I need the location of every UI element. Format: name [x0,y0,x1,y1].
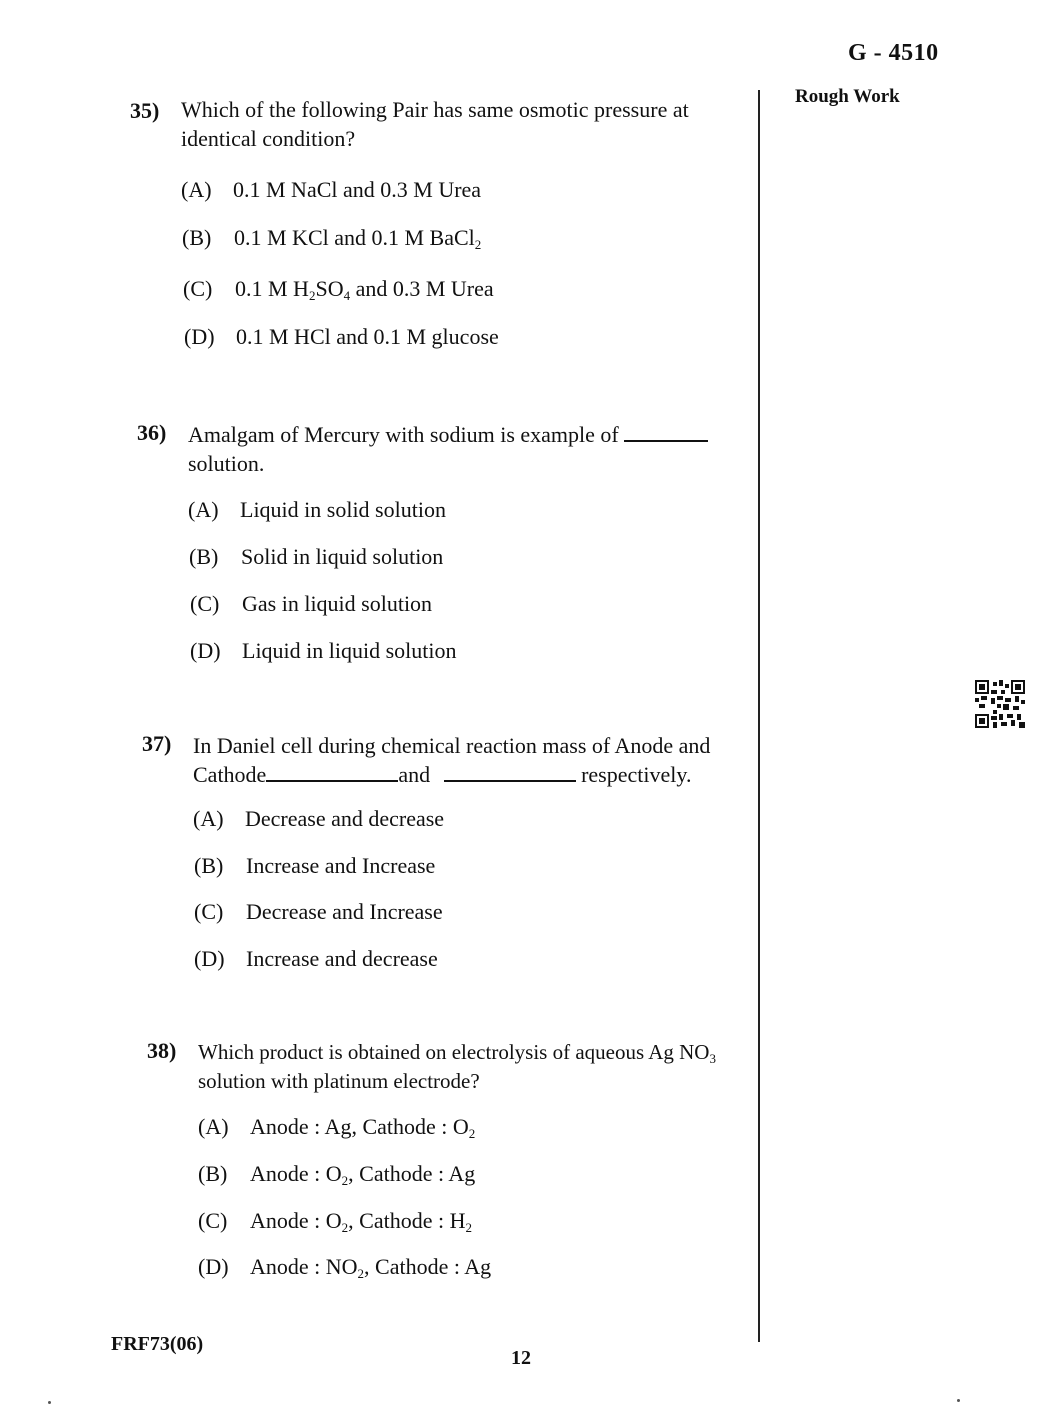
scan-speck [957,1399,960,1402]
option-text: SO [315,276,344,301]
option-a [181,177,481,203]
answer-blank [624,422,708,442]
question-text [198,1038,758,1096]
form-code: FRF73(06) [111,1333,204,1355]
subscript: 2 [468,1126,476,1141]
qr-code-icon [975,680,1025,728]
subscript: 2 [341,1220,349,1235]
question-text: Which of the following Pair has same osmotic pressure at identical condition? [181,97,689,151]
option-label: (C) [183,276,213,301]
option-text: Anode : Ag, Cathode : O [250,1114,469,1139]
option-a [188,497,446,523]
option-text: Anode : O [250,1208,342,1233]
question-number: 35) [130,98,160,123]
question-text-line: Amalgam of Mercury with sodium is example of [188,422,619,447]
option-d [194,946,438,972]
option-text: Increase and decrease [246,946,438,971]
option-text: Decrease and Increase [246,899,443,924]
question-number: 37) [142,731,172,756]
option-text: , Cathode : Ag [364,1254,492,1279]
option-label: (C) [194,899,224,924]
question-text-line: Cathode [193,762,267,787]
option-label: (D) [184,324,215,349]
subscript: 2 [465,1220,472,1235]
scan-speck [48,1401,51,1404]
subscript: 2 [474,237,482,252]
rough-work-label: Rough Work [795,86,900,107]
option-text: and 0.3 M Urea [350,276,494,301]
answer-blank [266,762,398,782]
question-text-line: solution. [188,451,265,476]
subscript: 3 [709,1051,716,1066]
option-d [198,1254,491,1280]
option-d [184,324,499,350]
option-text: Anode : NO [250,1254,358,1279]
option-text: Increase and Increase [246,853,436,878]
option-label: (C) [190,591,220,616]
question-number: 38) [147,1038,177,1063]
option-text: , Cathode : Ag [348,1161,476,1186]
option-c [194,899,443,925]
option-b [182,225,481,251]
option-label: (D) [198,1254,229,1279]
question-text-line: and [398,762,431,787]
option-b [198,1161,475,1187]
option-text: 0.1 M KCl and 0.1 M BaCl [234,225,475,250]
option-label: (A) [188,497,219,522]
option-label: (A) [181,177,212,202]
subscript: 2 [341,1173,349,1188]
subscript: 2 [308,288,316,303]
question-text-line: In Daniel cell during chemical reaction mass of Anode and [193,733,711,758]
option-c [198,1208,472,1234]
option-a [198,1114,475,1140]
option-text: Decrease and decrease [245,806,445,831]
option-b [189,544,443,570]
option-text: Solid in liquid solution [241,544,444,569]
option-label: (D) [190,638,221,663]
option-a [193,806,444,832]
question-text [188,420,758,478]
question-text-line: Which product is obtained on electrolysis of aqueous Ag NO [198,1040,710,1064]
option-text: 0.1 M NaCl and 0.3 M Urea [233,177,482,202]
option-text: Gas in liquid solution [242,591,433,616]
subscript: 4 [343,288,351,303]
question-number: 36) [137,420,167,445]
option-c [183,276,494,302]
option-text: 0.1 M HCl and 0.1 M glucose [236,324,499,349]
option-label: (D) [194,946,225,971]
option-label: (B) [182,225,212,250]
page-number: 12 [511,1347,531,1369]
option-text: Anode : O [250,1161,342,1186]
option-b [194,853,435,879]
option-text: 0.1 M H [235,276,309,301]
column-divider [758,90,760,1342]
option-label: (B) [189,544,219,569]
answer-blank [444,762,576,782]
option-label: (B) [198,1161,228,1186]
option-label: (B) [194,853,224,878]
option-label: (A) [193,806,224,831]
option-text: Liquid in liquid solution [242,638,457,663]
question-text [193,731,753,789]
option-label: (C) [198,1208,228,1233]
paper-code: G - 4510 [848,40,939,66]
question-text-line: respectively. [581,762,692,787]
option-text: Liquid in solid solution [240,497,446,522]
option-c [190,591,432,617]
question-text-line: solution with platinum electrode? [198,1069,480,1093]
option-d [190,638,457,664]
option-text: , Cathode : H [348,1208,466,1233]
subscript: 2 [357,1266,365,1281]
option-label: (A) [198,1114,229,1139]
